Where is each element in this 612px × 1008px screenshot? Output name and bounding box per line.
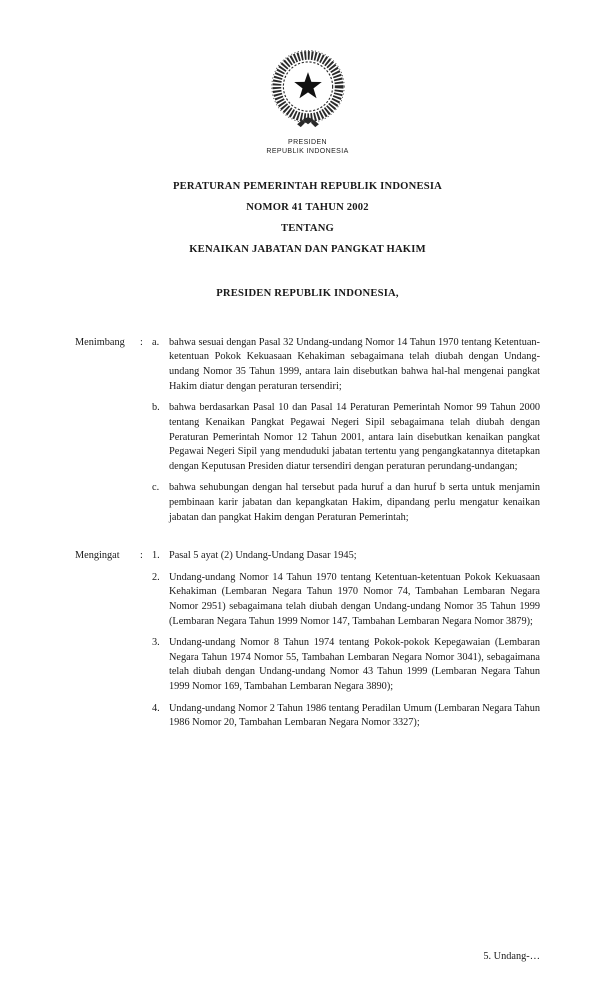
- menimbang-item-a: [152, 336, 540, 394]
- mengingat-item-2: [152, 571, 540, 629]
- item-marker: 2.: [152, 571, 160, 583]
- letterhead: [75, 46, 540, 157]
- mengingat-item-4: [152, 702, 540, 731]
- mengingat-label: Mengingat: [75, 550, 120, 562]
- menimbang-item-b: [152, 401, 540, 474]
- item-marker: a.: [152, 336, 160, 348]
- item-text: bahwa berdasarkan Pasal 10 dan Pasal 14 Peraturan Pemerintah Nomor 99 Tahun 2000 tentang Kenaikan Pangkat Pegawai Negeri Sipil sebagaimana telah diubah dengan Peraturan Pemerintah Nomor 12 Tahun 2001, antara lain disebutkan kenaikan pangkat Pegawai Negeri Sipil yang menduduki jabatan tertentu yang pengangkatannya ditetapkan dengan Keputusan Presiden diatur tersendiri dengan peraturan perundang-undangan;: [169, 402, 540, 472]
- presidential-star-wreath-emblem-icon: [264, 46, 352, 130]
- item-text: Undang-undang Nomor 14 Tahun 1970 tentang Ketentuan-ketentuan Pokok Kekuasaan Kehakiman (Lembaran Negara Tahun 1970 Nomor 74, Tambahan Lembaran Negara Nomor 2951) sebagaimana telah diubah dengan Undang-undang Nomor 35 Tahun 1999 (Lembaran Negara Tahun 1999 Nomor 147, Tambahan Lembaran Negara Nomor 3879);: [169, 571, 540, 627]
- regulation-title: [75, 181, 540, 255]
- item-text: Undang-undang Nomor 2 Tahun 1986 tentang Peradilan Umum (Lembaran Negara Tahun 1986 Nomor 20, Tambahan Lembaran Negara Nomor 3327);: [169, 702, 540, 729]
- mengingat-colon: :: [140, 550, 143, 562]
- item-text: bahwa sehubungan dengan hal tersebut pada huruf a dan huruf b serta untuk menjamin pembinaan karir jabatan dan kepangkatan Hakim, dipandang perlu mengatur kenaikan jabatan dan pangkat Hakim dengan Peraturan Pemerintah;: [169, 482, 540, 523]
- menimbang-label: Menimbang: [75, 336, 125, 348]
- mengingat-item-3: [152, 636, 540, 694]
- title-line-4: KENAIKAN JABATAN DAN PANGKAT HAKIM: [189, 243, 426, 255]
- title-line-1: PERATURAN PEMERINTAH REPUBLIK INDONESIA: [172, 180, 443, 192]
- item-marker: 3.: [152, 637, 160, 649]
- item-text: bahwa sesuai dengan Pasal 32 Undang-undang Nomor 14 Tahun 1970 tentang Ketentuan-ketentuan Pokok Kekuasaan Kehakiman sebagaimana telah diubah dengan Undang-undang Nomor 35 Tahun 1999, antara lain disebutkan bahwa hal-hal mengenai pangkat Hakim diatur dengan peraturan tersendiri;: [169, 336, 540, 392]
- item-text: Undang-undang Nomor 8 Tahun 1974 tentang Pokok-pokok Kepegawaian (Lembaran Negara Tahun 1974 Nomor 55, Tambahan Lembaran Negara Nomor 3041), sebagaimana telah diubah dengan Undang-undang Nomor 43 Tahun 1999 (Lembaran Negara Tahun 1999 Nomor 169, Tambahan Lembaran Negara 3890);: [169, 637, 540, 693]
- mengingat-head: [75, 549, 152, 564]
- item-marker: 1.: [152, 550, 160, 562]
- mengingat-items: [152, 549, 540, 731]
- menimbang-head: [75, 336, 152, 351]
- page-catchword: 5. Undang-…: [483, 951, 540, 962]
- menimbang-section: [75, 336, 540, 525]
- org-name-line1: PRESIDEN: [288, 139, 327, 146]
- mengingat-section: [75, 549, 540, 731]
- menimbang-item-c: [152, 481, 540, 525]
- menimbang-items: [152, 336, 540, 525]
- title-line-2: NOMOR 41 TAHUN 2002: [246, 201, 369, 213]
- item-marker: c.: [152, 482, 160, 494]
- menimbang-colon: :: [140, 336, 143, 348]
- item-text: Pasal 5 ayat (2) Undang-Undang Dasar 1945;: [169, 550, 357, 562]
- preamble-heading: PRESIDEN REPUBLIK INDONESIA,: [216, 287, 399, 299]
- org-name: [75, 138, 540, 157]
- title-line-3: TENTANG: [280, 222, 334, 234]
- mengingat-item-1: [152, 549, 540, 564]
- item-marker: b.: [152, 402, 160, 414]
- item-marker: 4.: [152, 702, 160, 714]
- org-name-line2: REPUBLIK INDONESIA: [266, 148, 349, 156]
